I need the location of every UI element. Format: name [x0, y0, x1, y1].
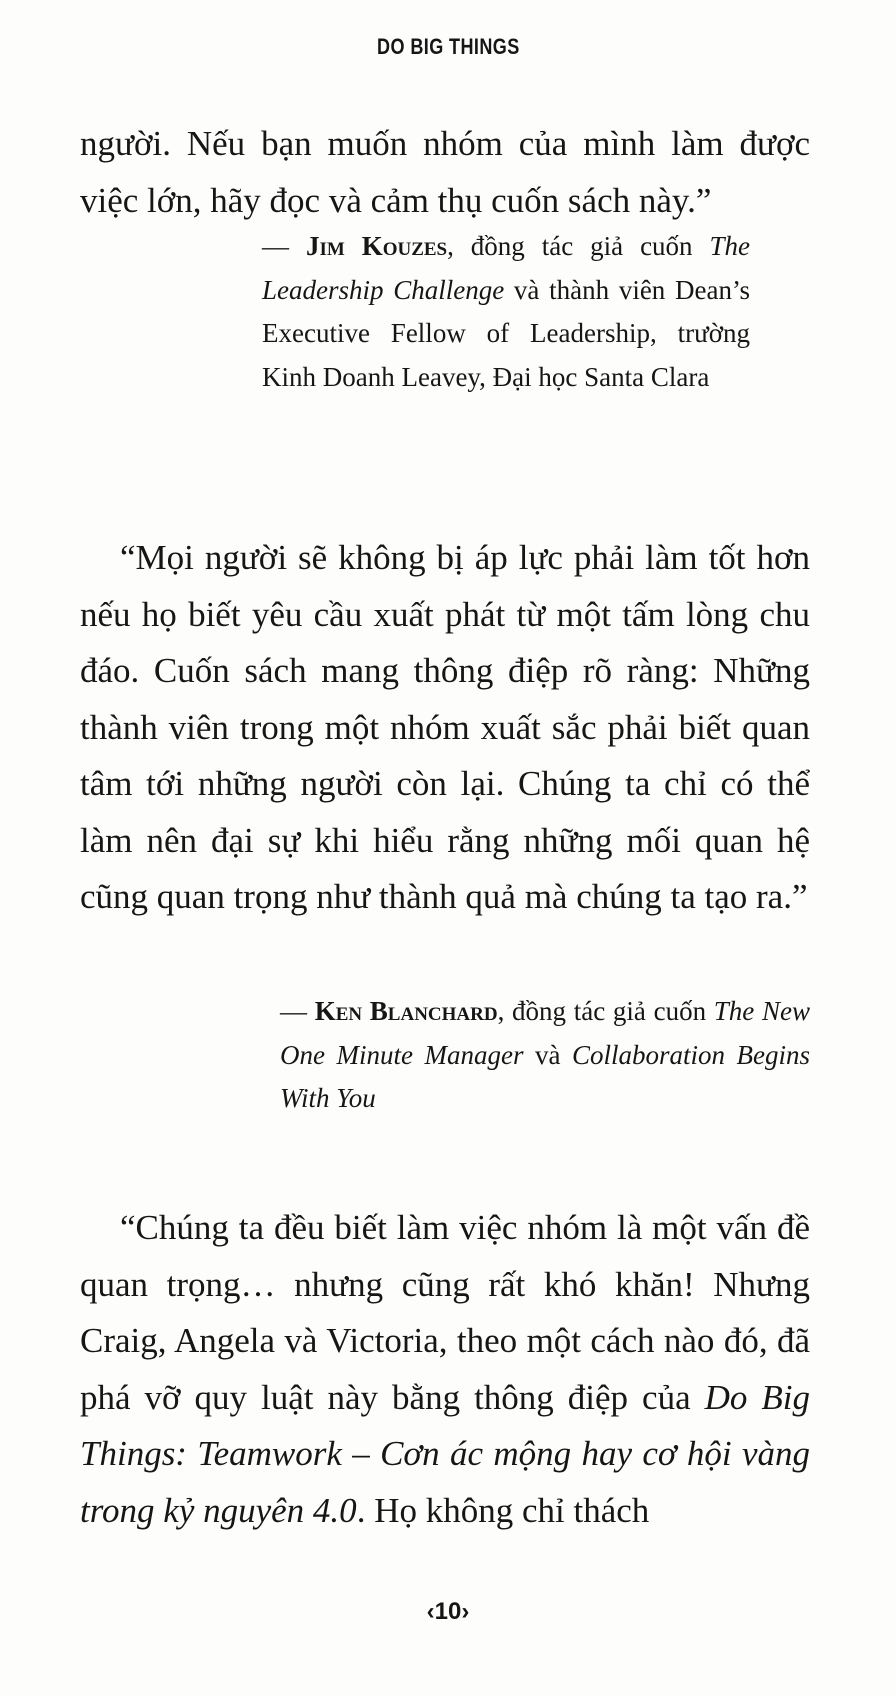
- attribution-text: , đồng tác giả cuốn: [447, 231, 710, 261]
- attribution-dash: —: [280, 996, 307, 1026]
- author-name: Jim Kouzes: [305, 231, 448, 261]
- attribution-text: và: [523, 1039, 572, 1070]
- book-title: Do Big Things: Teamwork – Cơn ác mộng hay cơ hội vàng trong kỷ nguyên 4.0: [80, 1377, 810, 1530]
- quote-continuation: [80, 116, 810, 229]
- attribution-kouzes: [262, 225, 750, 399]
- book-title: The Leadership Challenge: [262, 231, 750, 305]
- quote-text: “Mọi người sẽ không bị áp lực phải làm tốt hơn nếu họ biết yêu cầu xuất phát từ một tấm lòng chu đáo. Cuốn sách mang thông điệp rõ ràng: Những thành viên trong một nhóm xuất sắc phải biết quan tâm tới những người còn lại. Chúng ta chỉ có thể làm nên đại sự khi hiểu rằng những mối quan hệ cũng quan trọng như thành quả mà chúng ta tạo ra.”: [80, 538, 810, 916]
- quote-third: [80, 1200, 810, 1539]
- quote-text: [80, 1200, 810, 1539]
- quote-continuation-text: người. Nếu bạn muốn nhóm của mình làm được việc lớn, hãy đọc và cảm thụ cuốn sách này.”: [80, 124, 810, 220]
- book-title: The New One Minute Manager: [280, 996, 810, 1070]
- book-title: Collaboration Begins With You: [280, 1039, 811, 1113]
- author-name: Ken Blanchard: [314, 996, 498, 1026]
- quote-blanchard: [80, 530, 810, 926]
- attribution-text: và thành viên Dean’s Executive Fellow of Leadership, trường Kinh Doanh Leavey, Đại học Santa Clara: [262, 274, 750, 392]
- attribution-blanchard: [280, 990, 810, 1121]
- attribution-text: , đồng tác giả cuốn: [497, 996, 714, 1026]
- attribution-dash: —: [262, 231, 289, 261]
- page-number: ‹10›: [426, 1598, 470, 1625]
- quote-text-part: “Chúng ta đều biết làm việc nhóm là một vấn đề quan trọng… nhưng cũng rất khó khăn! Nhưng Craig, Angela và Victoria, theo một cách nào đó, đã phá vỡ quy luật này bằng thông điệp của: [80, 1208, 810, 1417]
- quote-text-part: . Họ không chỉ thách: [356, 1490, 650, 1530]
- running-head: DO BIG THINGS: [377, 34, 520, 59]
